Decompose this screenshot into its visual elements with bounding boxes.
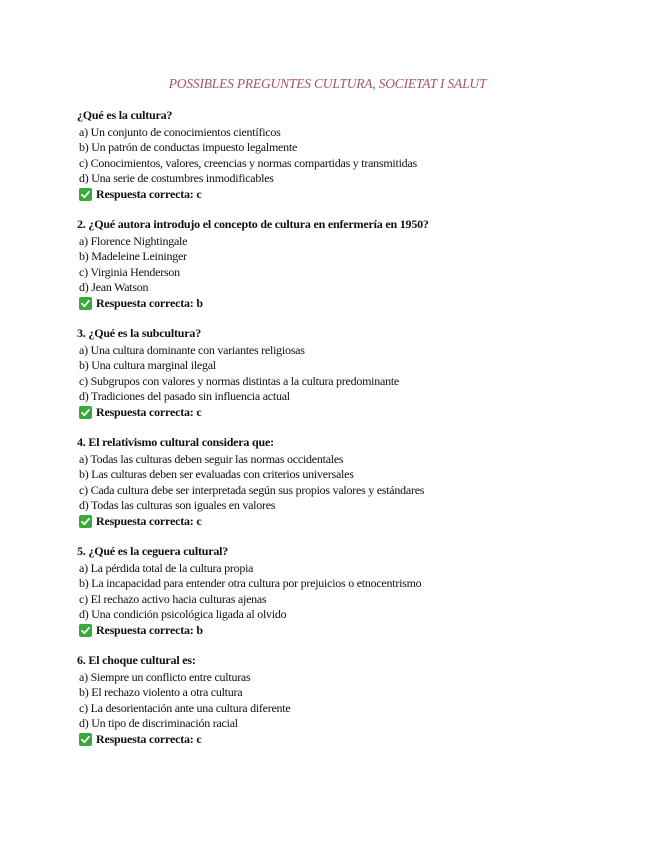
document-title: POSSIBLES PREGUNTES CULTURA, SOCIETAT I SALUT (168, 76, 487, 91)
question-text: 4. El relativismo cultural considera que: (77, 435, 274, 449)
question-block (77, 108, 637, 202)
option-a: a) La pérdida total de la cultura propia (79, 560, 254, 575)
option-a: a) Un conjunto de conocimientos científicos (79, 124, 281, 139)
option-b: b) La incapacidad para entender otra cultura por prejuicios o etnocentrismo (79, 576, 422, 590)
option-b: b) Las culturas deben ser evaluadas con criterios universales (79, 467, 354, 481)
option-c: c) Virginia Henderson (79, 264, 180, 279)
option-a: a) Siempre un conflicto entre culturas (79, 669, 251, 684)
correct-answer (77, 296, 637, 312)
check-mark-icon (79, 733, 92, 746)
question-block (77, 653, 637, 747)
answer-label: Respuesta correcta: b (96, 622, 203, 637)
option-d: d) Todas las culturas son iguales en valores (79, 498, 276, 512)
answer-label: Respuesta correcta: c (96, 513, 202, 528)
question-text: 6. El choque cultural es: (77, 653, 196, 667)
question-block (77, 544, 637, 638)
correct-answer (77, 732, 637, 748)
correct-answer (77, 405, 637, 421)
option-a: a) Todas las culturas deben seguir las normas occidentales (79, 451, 344, 466)
answer-label: Respuesta correcta: b (96, 295, 203, 310)
option-b: b) El rechazo violento a otra cultura (79, 685, 243, 699)
option-c: c) Cada cultura debe ser interpretada según sus propios valores y estándares (79, 482, 425, 497)
answer-label: Respuesta correcta: c (96, 186, 202, 201)
check-mark-icon (79, 624, 92, 637)
option-d: d) Una condición psicológica ligada al olvido (79, 607, 287, 621)
question-text: 5. ¿Qué es la ceguera cultural? (77, 544, 229, 558)
answer-label: Respuesta correcta: c (96, 731, 202, 746)
question-text: 3. ¿Qué es la subcultura? (77, 326, 202, 340)
option-d: d) Una serie de costumbres inmodificables (79, 171, 274, 185)
option-d: d) Jean Watson (79, 280, 149, 294)
option-d: d) Tradiciones del pasado sin influencia actual (79, 389, 290, 403)
option-a: a) Una cultura dominante con variantes religiosas (79, 342, 305, 357)
question-block (77, 435, 637, 529)
correct-answer (77, 187, 637, 203)
answer-label: Respuesta correcta: c (96, 404, 202, 419)
option-b: b) Una cultura marginal ilegal (79, 358, 216, 372)
correct-answer (77, 514, 637, 530)
option-c: c) La desorientación ante una cultura diferente (79, 700, 291, 715)
check-mark-icon (79, 406, 92, 419)
check-mark-icon (79, 515, 92, 528)
option-d: d) Un tipo de discriminación racial (79, 716, 238, 730)
check-mark-icon (79, 188, 92, 201)
option-c: c) El rechazo activo hacia culturas ajenas (79, 591, 267, 606)
question-list (77, 108, 637, 762)
option-b: b) Madeleine Leininger (79, 249, 187, 263)
option-a: a) Florence Nightingale (79, 233, 188, 248)
question-block (77, 326, 637, 420)
option-c: c) Subgrupos con valores y normas distintas a la cultura predominante (79, 373, 399, 388)
option-b: b) Un patrón de conductas impuesto legalmente (79, 140, 298, 154)
question-text: 2. ¿Qué autora introdujo el concepto de cultura en enfermería en 1950? (77, 217, 429, 231)
question-block (77, 217, 637, 311)
check-mark-icon (79, 297, 92, 310)
question-text: ¿Qué es la cultura? (77, 108, 173, 122)
option-c: c) Conocimientos, valores, creencias y normas compartidas y transmitidas (79, 155, 417, 170)
correct-answer (77, 623, 637, 639)
